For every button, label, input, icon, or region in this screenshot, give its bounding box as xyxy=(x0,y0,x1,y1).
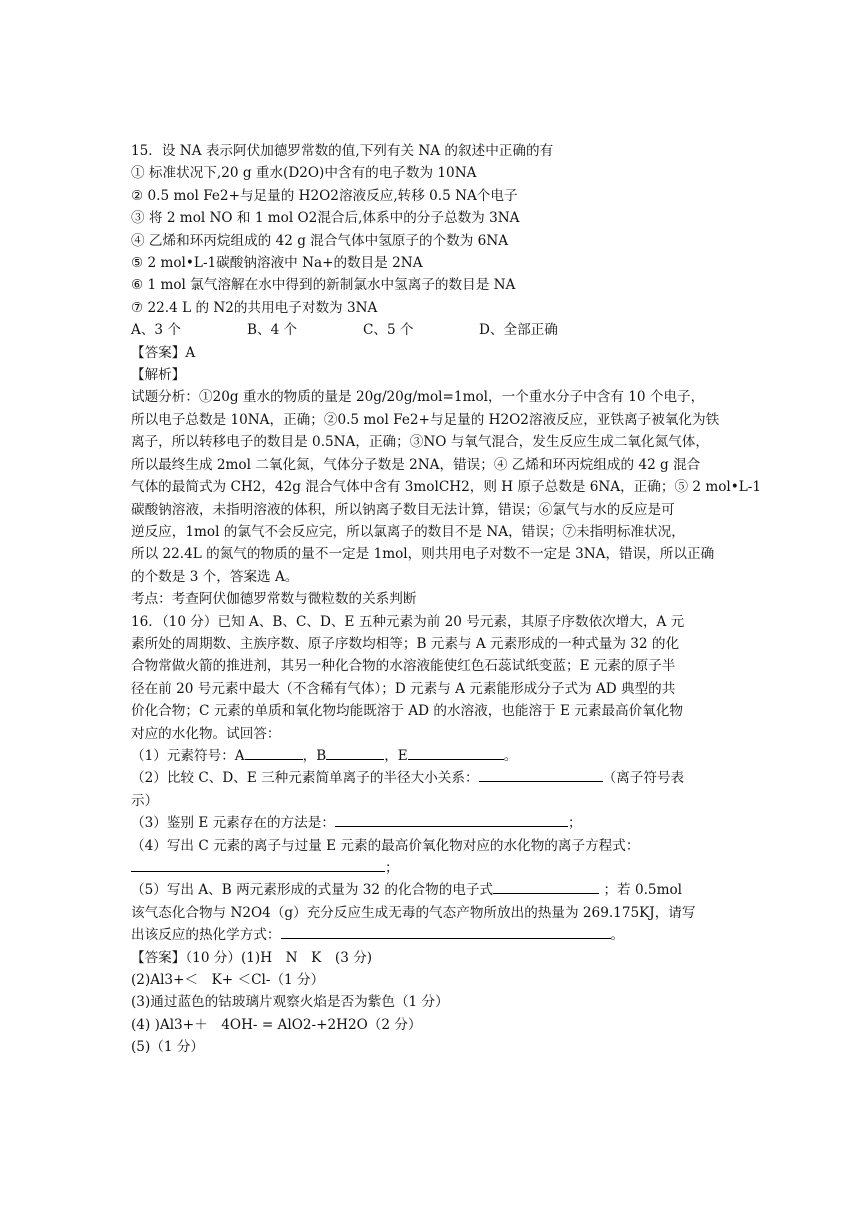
q16-part4-blank-line xyxy=(131,857,743,879)
part1-end: 。 xyxy=(503,747,518,764)
answer-blank-b[interactable] xyxy=(326,745,384,760)
q16-stem-line: 价化合物；C 元素的单质和氧化物均能既溶于 AD 的水溶液，也能溶于 E 元素最高价氧化物 xyxy=(131,703,684,720)
q15-analysis-line: 试题分析：①20g 重水的物质的量是 20g/20g/mol=1mol，一个重水分子中含有 10 个电子， xyxy=(131,389,705,406)
part1-label-a: （1）元素符号：A xyxy=(131,747,245,764)
answer-blank-e[interactable] xyxy=(408,745,504,760)
q16-part5 xyxy=(131,879,743,901)
q16-answer-line: (5)（1 分） xyxy=(131,1039,205,1056)
document-page xyxy=(131,140,762,1059)
q15-analysis-line: 所以 22.4L 的氮气的物质的量不一定是 1mol，则共用电子对数不一定是 3NA，错误，所以正确 xyxy=(131,546,715,563)
q15-analysis-line: 气体的最简式为 CH2，42g 混合气体中含有 3molCH2，则 H 原子总数是 6NA，正确；⑤ 2 mol•L-1 xyxy=(131,479,762,496)
choice-a: A、3 个 xyxy=(131,322,181,339)
q16-answer-line: (2)Al3+＜ K+ ＜Cl-（1 分） xyxy=(131,972,325,989)
answer-blank-electron-formula[interactable] xyxy=(493,879,599,894)
q16-part2-cont: 示） xyxy=(131,792,159,809)
part3-end: ； xyxy=(567,815,582,832)
q15-stem: 15．设 NA 表示阿伏加德罗常数的值,下列有关 NA 的叙述中正确的有 xyxy=(131,143,554,159)
q15-answer: 【答案】A xyxy=(131,344,196,361)
part5-end: 。 xyxy=(610,927,625,944)
choice-d: D、全部正确 xyxy=(479,322,558,339)
q15-analysis-heading: 【解析】 xyxy=(131,367,186,384)
answer-blank-a[interactable] xyxy=(245,745,303,760)
q16-part2 xyxy=(131,767,743,789)
q15-item-3: ③ 将 2 mol NO 和 1 mol O2混合后,体系中的分子总数为 3NA xyxy=(131,210,520,227)
q16-stem-line: 16．（10 分）已知 A、B、C、D、E 五种元素为前 20 号元素，其原子序数依次增大，A 元 xyxy=(131,613,685,630)
answer-blank-method[interactable] xyxy=(335,812,568,827)
answer-blank-radius[interactable] xyxy=(479,767,603,782)
q15-item-4: ④ 乙烯和环丙烷组成的 42 g 混合气体中氢原子的个数为 6NA xyxy=(131,232,509,249)
q16-part3 xyxy=(131,812,743,834)
q16-part1 xyxy=(131,745,743,767)
q16-stem-line: 对应的水化物。试回答： xyxy=(131,725,281,742)
q16-answer-line: 【答案】（10 分）(1)H N K (3 分) xyxy=(131,949,373,966)
q15-item-7: ⑦ 22.4 L 的 N2的共用电子对数为 3NA xyxy=(131,299,378,316)
q16-part5-line2: 该气态化合物与 N2O4（g）充分反应生成无毒的气态产物所放出的热量为 269.175KJ，请写 xyxy=(131,904,696,921)
q15-analysis-line: 离子，所以转移电子的数目是 0.5NA，正确；③NO 与氧气混合，发生反应生成二氧化氮气体， xyxy=(131,434,709,451)
part2-label: （2）比较 C、D、E 三种元素简单离子的半径大小关系： xyxy=(131,770,479,787)
part1-label-b: ，B xyxy=(302,747,327,764)
q15-analysis-line: 所以最终生成 2mol 二氧化氮，气体分子数是 2NA，错误；④ 乙烯和环丙烷组成的 42 g 混合 xyxy=(131,456,701,473)
q15-analysis-line: 碳酸钠溶液，未指明溶液的体积，所以钠离子数目无法计算，错误；⑥氯气与水的反应是可 xyxy=(131,501,675,518)
part1-label-e: ，E xyxy=(384,747,408,764)
q16-stem-line: 合物常做火箭的推进剂，其另一种化合物的水溶液能使红色石蕊试纸变蓝；E 元素的原子半 xyxy=(131,658,676,675)
q15-item-1: ① 标准状况下,20 g 重水(D2O)中含有的电子数为 10NA xyxy=(131,165,477,182)
q15-kaodian: 考点：考查阿伏伽德罗常数与微粒数的关系判断 xyxy=(131,591,417,608)
q15-item-5: ⑤ 2 mol•L-1碳酸钠溶液中 Na+的数目是 2NA xyxy=(131,255,423,272)
part2-suffix: （离子符号表 xyxy=(602,770,685,787)
q16-answer-line: (3)通过蓝色的钴玻璃片观察火焰是否为紫色（1 分） xyxy=(131,994,449,1011)
q16-part4: （4）写出 C 元素的离子与过量 E 元素的最高价氧化物对应的水化物的离子方程式： xyxy=(131,837,640,854)
q16-stem-line: 径在前 20 号元素中最大（不含稀有气体）；D 元素与 A 元素能形成分子式为 AD 典型的共 xyxy=(131,680,676,697)
part5-label-2: 出该反应的热化学方式： xyxy=(131,927,281,944)
q15-analysis-line: 所以电子总数是 10NA，正确；②0.5 mol Fe2+与足量的 H2O2溶液反应，亚铁离子被氧化为铁 xyxy=(131,411,720,428)
part4-end: ； xyxy=(385,860,399,876)
part3-label: （3）鉴别 E 元素存在的方法是： xyxy=(131,815,335,832)
answer-blank-thermochemical[interactable] xyxy=(281,924,611,939)
choice-b: B、4 个 xyxy=(247,322,298,339)
q16-answer-line: (4) )Al3+＋ 4OH- = AlO2-+2H2O（2 分） xyxy=(131,1016,422,1033)
q15-item-2: ② 0.5 mol Fe2+与足量的 H2O2溶液反应,转移 0.5 NA个电子 xyxy=(131,187,518,204)
q15-analysis-line: 逆反应，1mol 的氯气不会反应完，所以氯离子的数目不是 NA，错误；⑦未指明标准状况， xyxy=(131,523,685,540)
q15-choices xyxy=(131,319,743,341)
q16-stem-line: 素所处的周期数、主族序数、原子序数均相等；B 元素与 A 元素形成的一种式量为 32 的化 xyxy=(131,635,680,652)
part5-label: （5）写出 A、B 两元素形成的式量为 32 的化合物的电子式 xyxy=(131,882,494,899)
choice-c: C、5 个 xyxy=(363,322,414,339)
q15-analysis-line: 的个数是 3 个，答案选 A。 xyxy=(131,568,299,585)
answer-blank-ionic-equation[interactable] xyxy=(131,857,385,872)
part5-suffix: ；若 0.5mol xyxy=(603,882,682,899)
q16-part5-line3 xyxy=(131,924,743,946)
q15-item-6: ⑥ 1 mol 氯气溶解在水中得到的新制氯水中氢离子的数目是 NA xyxy=(131,277,516,294)
